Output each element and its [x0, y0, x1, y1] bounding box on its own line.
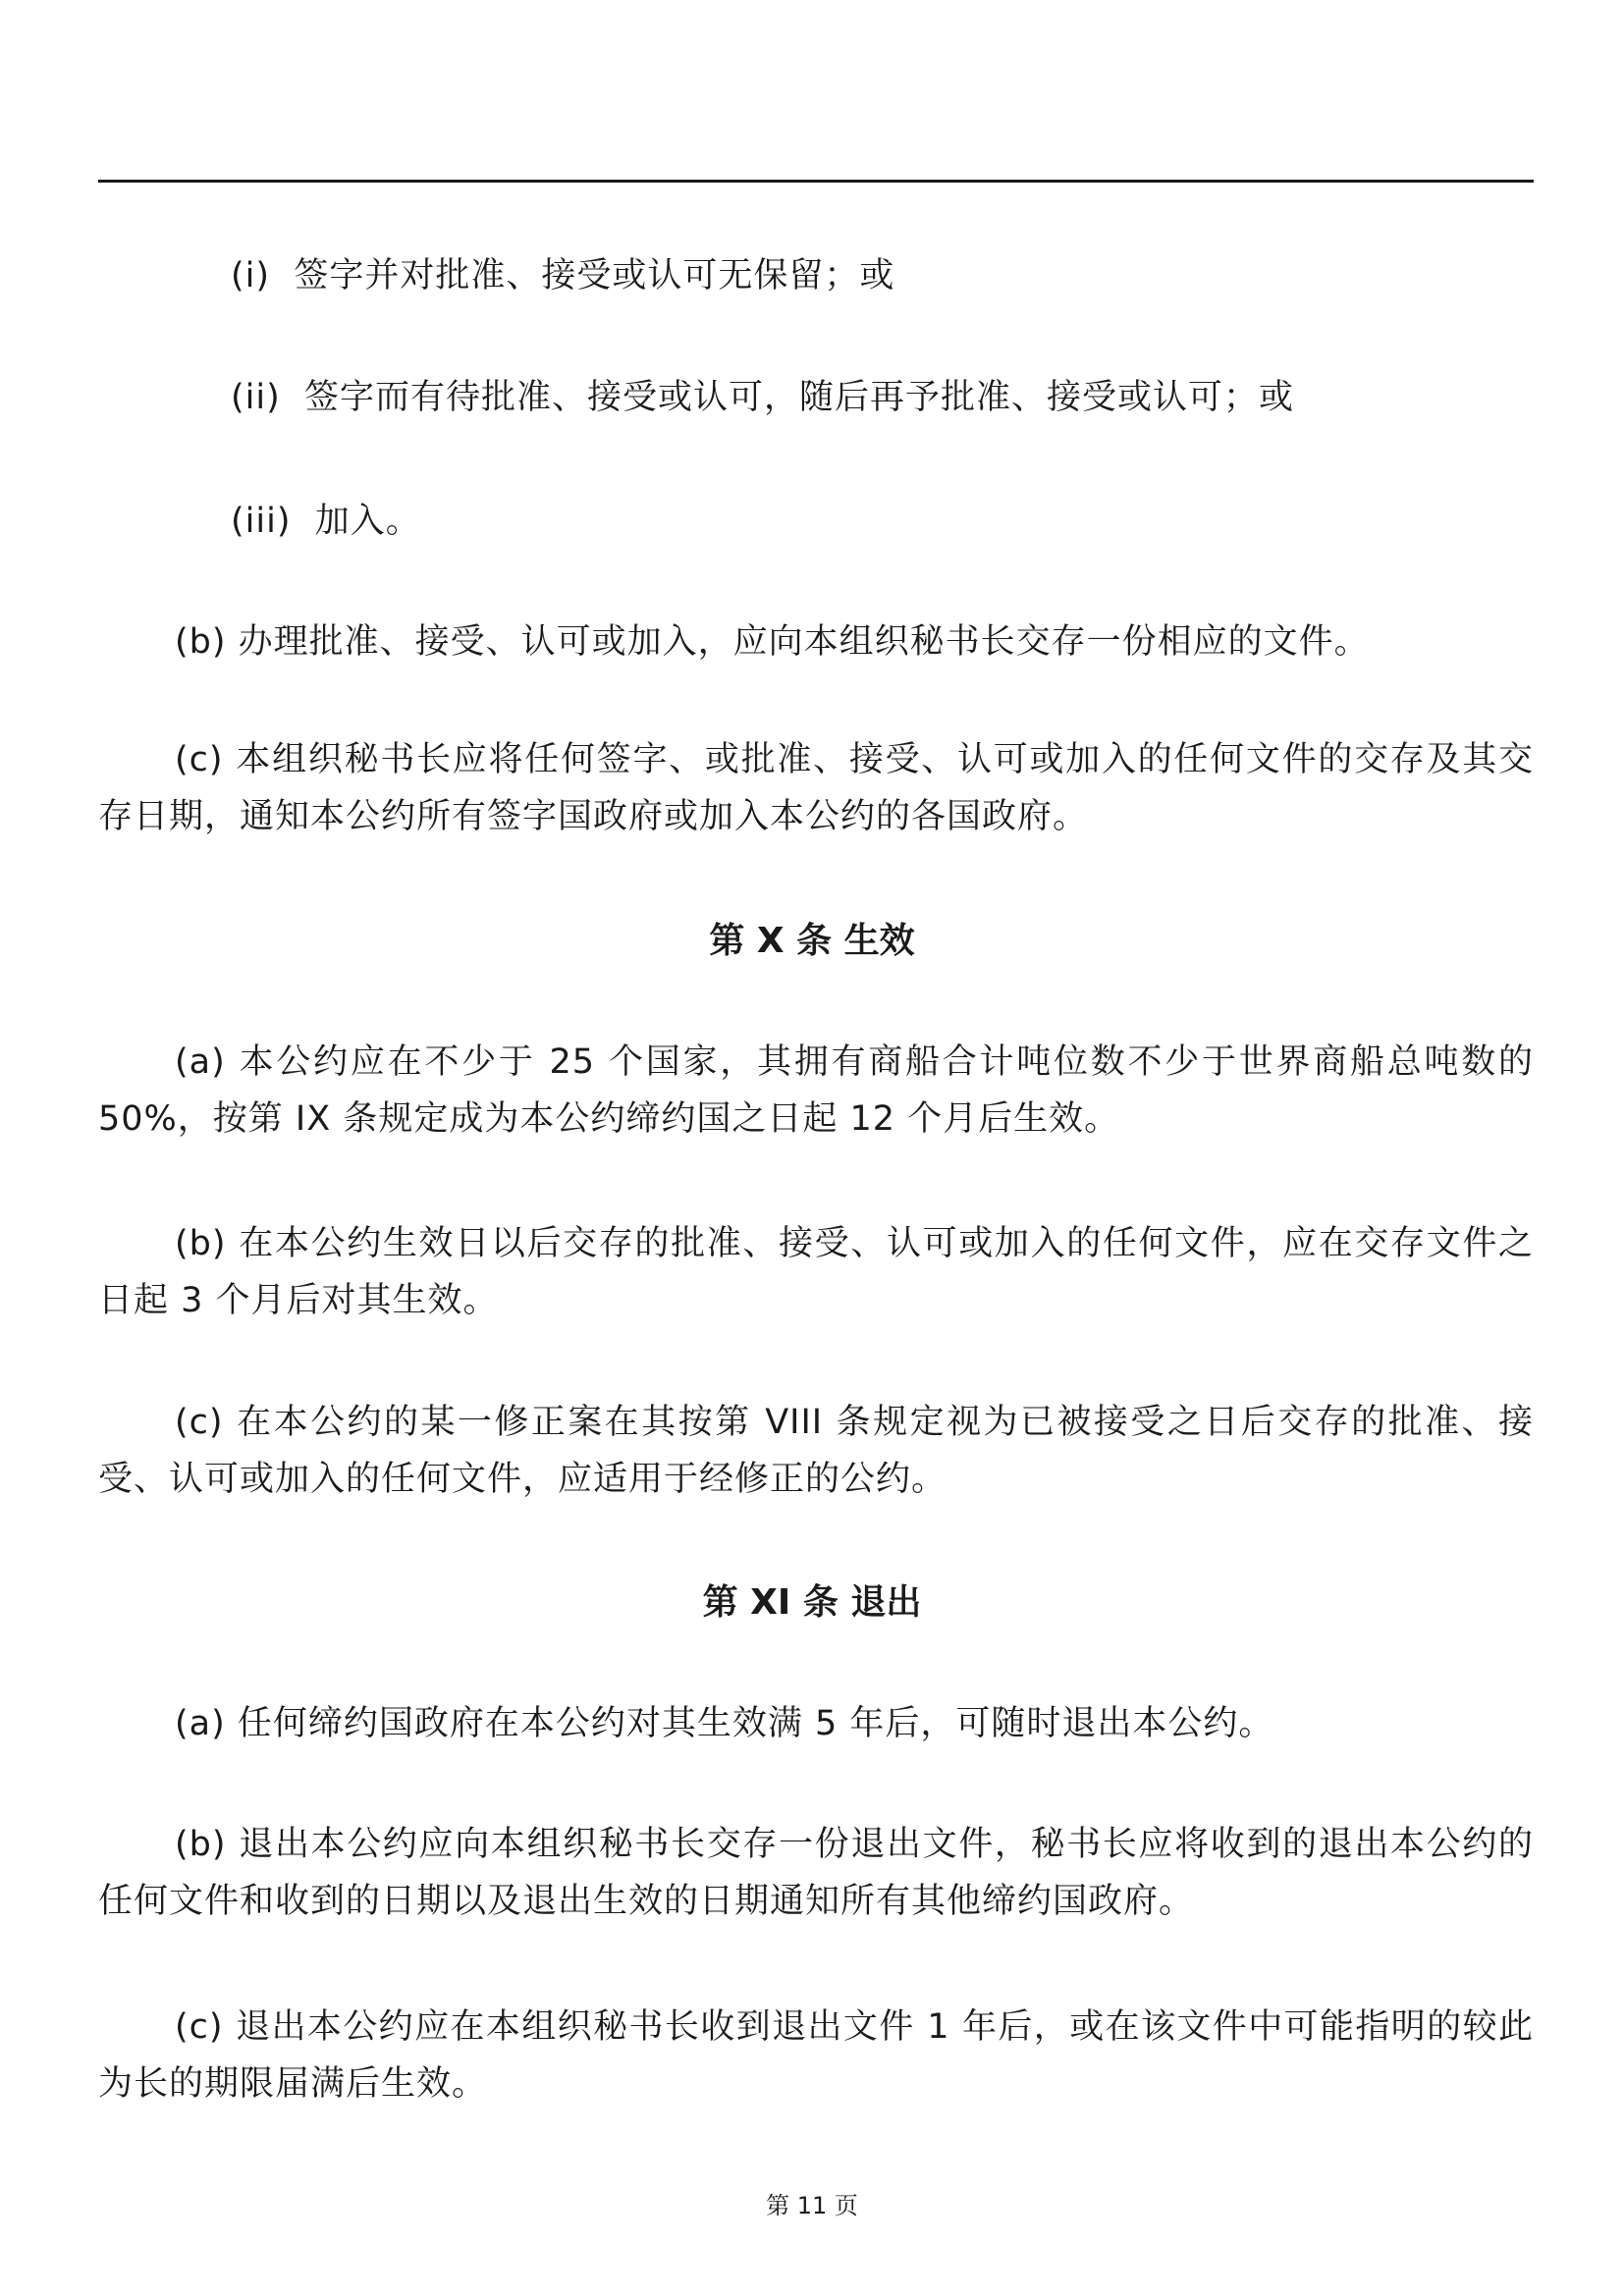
list-item-iii — [231, 493, 1527, 550]
list-item-text: 签字并对批准、接受或认可无保留；或 — [294, 256, 895, 295]
article9-paragraph-b: (b) 办理批准、接受、认可或加入，应向本组织秘书长交存一份相应的文件。 — [175, 622, 1370, 662]
article11-paragraph-a: (a) 任何缔约国政府在本公约对其生效满 5 年后，可随时退出本公约。 — [175, 1704, 1274, 1743]
list-item-label: (ii) — [231, 378, 281, 417]
article10-paragraph-c: (c) 在本公约的某一修正案在其按第 VIII 条规定视为已被接受之日后交存的批准、接受、认可或加入的任何文件，应适用于经修正的公约。 — [98, 1403, 1534, 1499]
article11-paragraph-b: (b) 退出本公约应向本组织秘书长交存一份退出文件，秘书长应将收到的退出本公约的任何文件和收到的日期以及退出生效的日期通知所有其他缔约国政府。 — [98, 1825, 1534, 1921]
article11-paragraph-c: (c) 退出本公约应在本组织秘书长收到退出文件 1 年后，或在该文件中可能指明的较此为长的期限届满后生效。 — [98, 2007, 1534, 2104]
list-item-text: 签字而有待批准、接受或认可，随后再予批准、接受或认可；或 — [304, 378, 1295, 417]
list-item-ii — [231, 369, 1527, 426]
list-item-i — [231, 247, 1527, 304]
article9-paragraph-c: (c) 本组织秘书长应将任何签字、或批准、接受、认可或加入的任何文件的交存及其交存日期，通知本公约所有签字国政府或加入本公约的各国政府。 — [98, 740, 1534, 836]
article11-heading: 第 XI 条 退出 — [702, 1582, 922, 1623]
article10-heading: 第 X 条 生效 — [709, 921, 915, 961]
article10-paragraph-a: (a) 本公约应在不少于 25 个国家，其拥有商船合计吨位数不少于世界商船总吨数的 50%，按第 IX 条规定成为本公约缔约国之日起 12 个月后生效。 — [98, 1042, 1534, 1139]
list-item-label: (i) — [231, 256, 271, 295]
header-rule — [98, 180, 1534, 183]
list-item-text: 加入。 — [314, 502, 421, 541]
list-item-label: (iii) — [231, 502, 292, 541]
page-number: 第 11 页 — [766, 2192, 858, 2219]
article10-paragraph-b: (b) 在本公约生效日以后交存的批准、接受、认可或加入的任何文件，应在交存文件之日起 3 个月后对其生效。 — [98, 1224, 1534, 1320]
